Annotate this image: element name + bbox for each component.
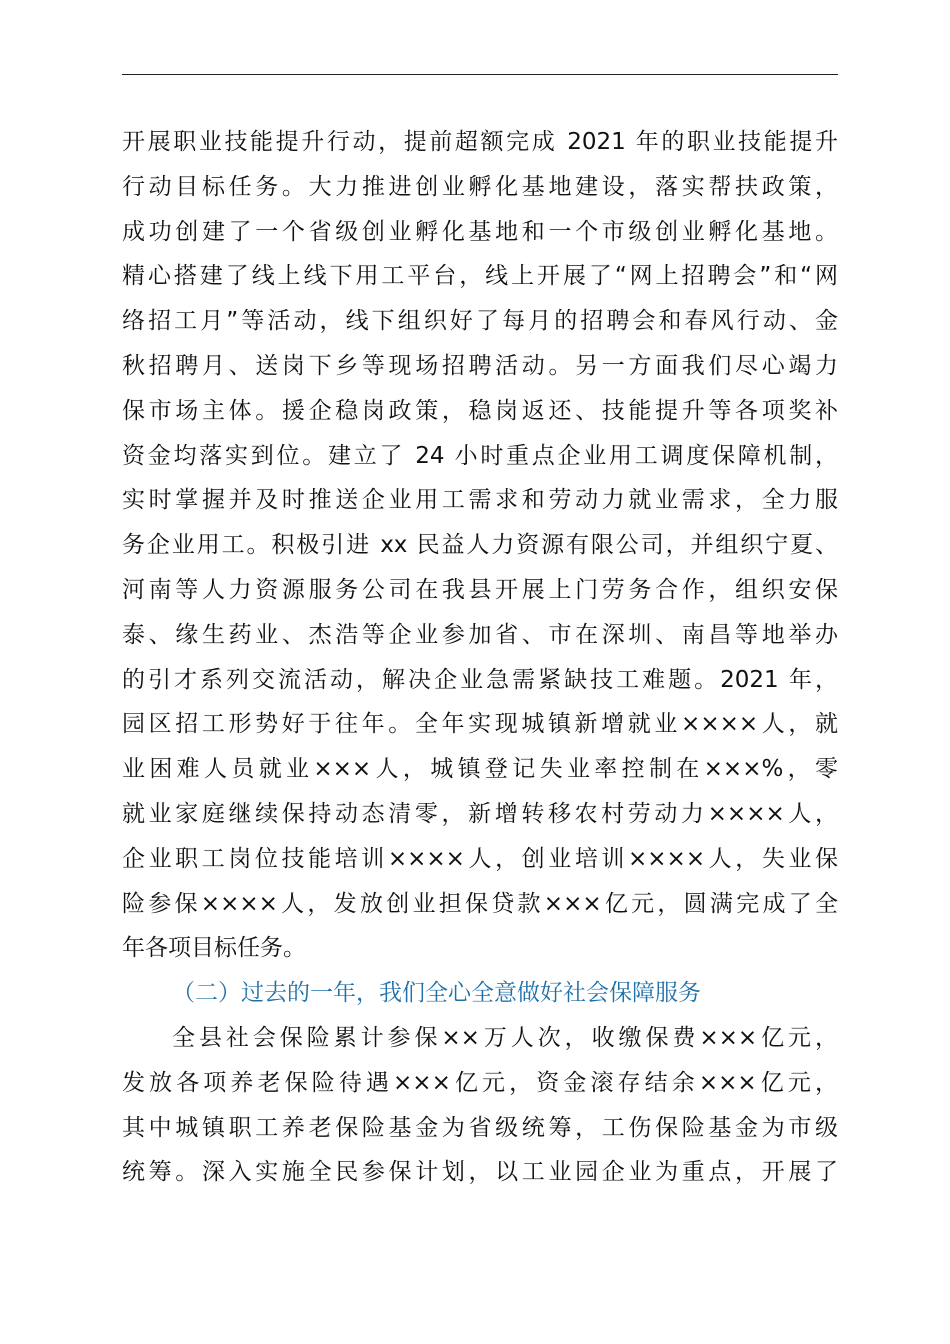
paragraph-line: 业困难人员就业×××人，城镇登记失业率控制在×××%，零 xyxy=(122,756,838,783)
paragraph-line: 络招工月”等活动，线下组织好了每月的招聘会和春风行动、金 xyxy=(122,308,838,335)
paragraph-line: 成功创建了一个省级创业孵化基地和一个市级创业孵化基地。 xyxy=(122,218,838,245)
paragraph-line: 园区招工形势好于往年。全年实现城镇新增就业××××人，就 xyxy=(122,711,838,738)
paragraph-line: 年各项目标任务。 xyxy=(122,935,306,962)
paragraph-line: 开展职业技能提升行动，提前超额完成 2021 年的职业技能提升 xyxy=(122,129,838,155)
paragraph-line: 泰、缘生药业、杰浩等企业参加省、市在深圳、南昌等地举办 xyxy=(122,621,838,648)
header-rule xyxy=(122,74,838,75)
paragraph-line: 企业职工岗位技能培训××××人，创业培训××××人，失业保 xyxy=(122,845,838,872)
paragraph-line: 全县社会保险累计参保××万人次，收缴保费×××亿元， xyxy=(172,1024,838,1051)
paragraph-line: 统筹。深入实施全民参保计划，以工业园企业为重点，开展了 xyxy=(122,1159,838,1186)
paragraph-line: 险参保××××人，发放创业担保贷款×××亿元，圆满完成了全 xyxy=(122,890,838,917)
paragraph-line: 行动目标任务。大力推进创业孵化基地建设，落实帮扶政策， xyxy=(122,173,838,200)
paragraph-line: 其中城镇职工养老保险基金为省级统筹，工伤保险基金为市级 xyxy=(122,1114,838,1141)
paragraph-line: 就业家庭继续保持动态清零，新增转移农村劳动力××××人， xyxy=(122,800,838,827)
paragraph-line: 务企业用工。积极引进 xx 民益人力资源有限公司，并组织宁夏、 xyxy=(122,532,838,559)
paragraph-line: 发放各项养老保险待遇×××亿元，资金滚存结余×××亿元， xyxy=(122,1069,838,1096)
section-heading: （二）过去的一年，我们全心全意做好社会保障服务 xyxy=(172,980,701,1007)
paragraph-line: 实时掌握并及时推送企业用工需求和劳动力就业需求，全力服 xyxy=(122,487,838,514)
paragraph-line: 保市场主体。援企稳岗政策，稳岗返还、技能提升等各项奖补 xyxy=(122,397,838,424)
paragraph-line: 秋招聘月、送岗下乡等现场招聘活动。另一方面我们尽心竭力 xyxy=(122,352,838,379)
paragraph-line: 河南等人力资源服务公司在我县开展上门劳务合作，组织安保 xyxy=(122,576,838,603)
paragraph-line: 资金均落实到位。建立了 24 小时重点企业用工调度保障机制， xyxy=(122,442,838,469)
paragraph-line: 的引才系列交流活动，解决企业急需紧缺技工难题。2021 年， xyxy=(122,666,838,693)
paragraph-line: 精心搭建了线上线下用工平台，线上开展了“网上招聘会”和“网 xyxy=(122,263,838,290)
document-body xyxy=(122,120,838,1195)
